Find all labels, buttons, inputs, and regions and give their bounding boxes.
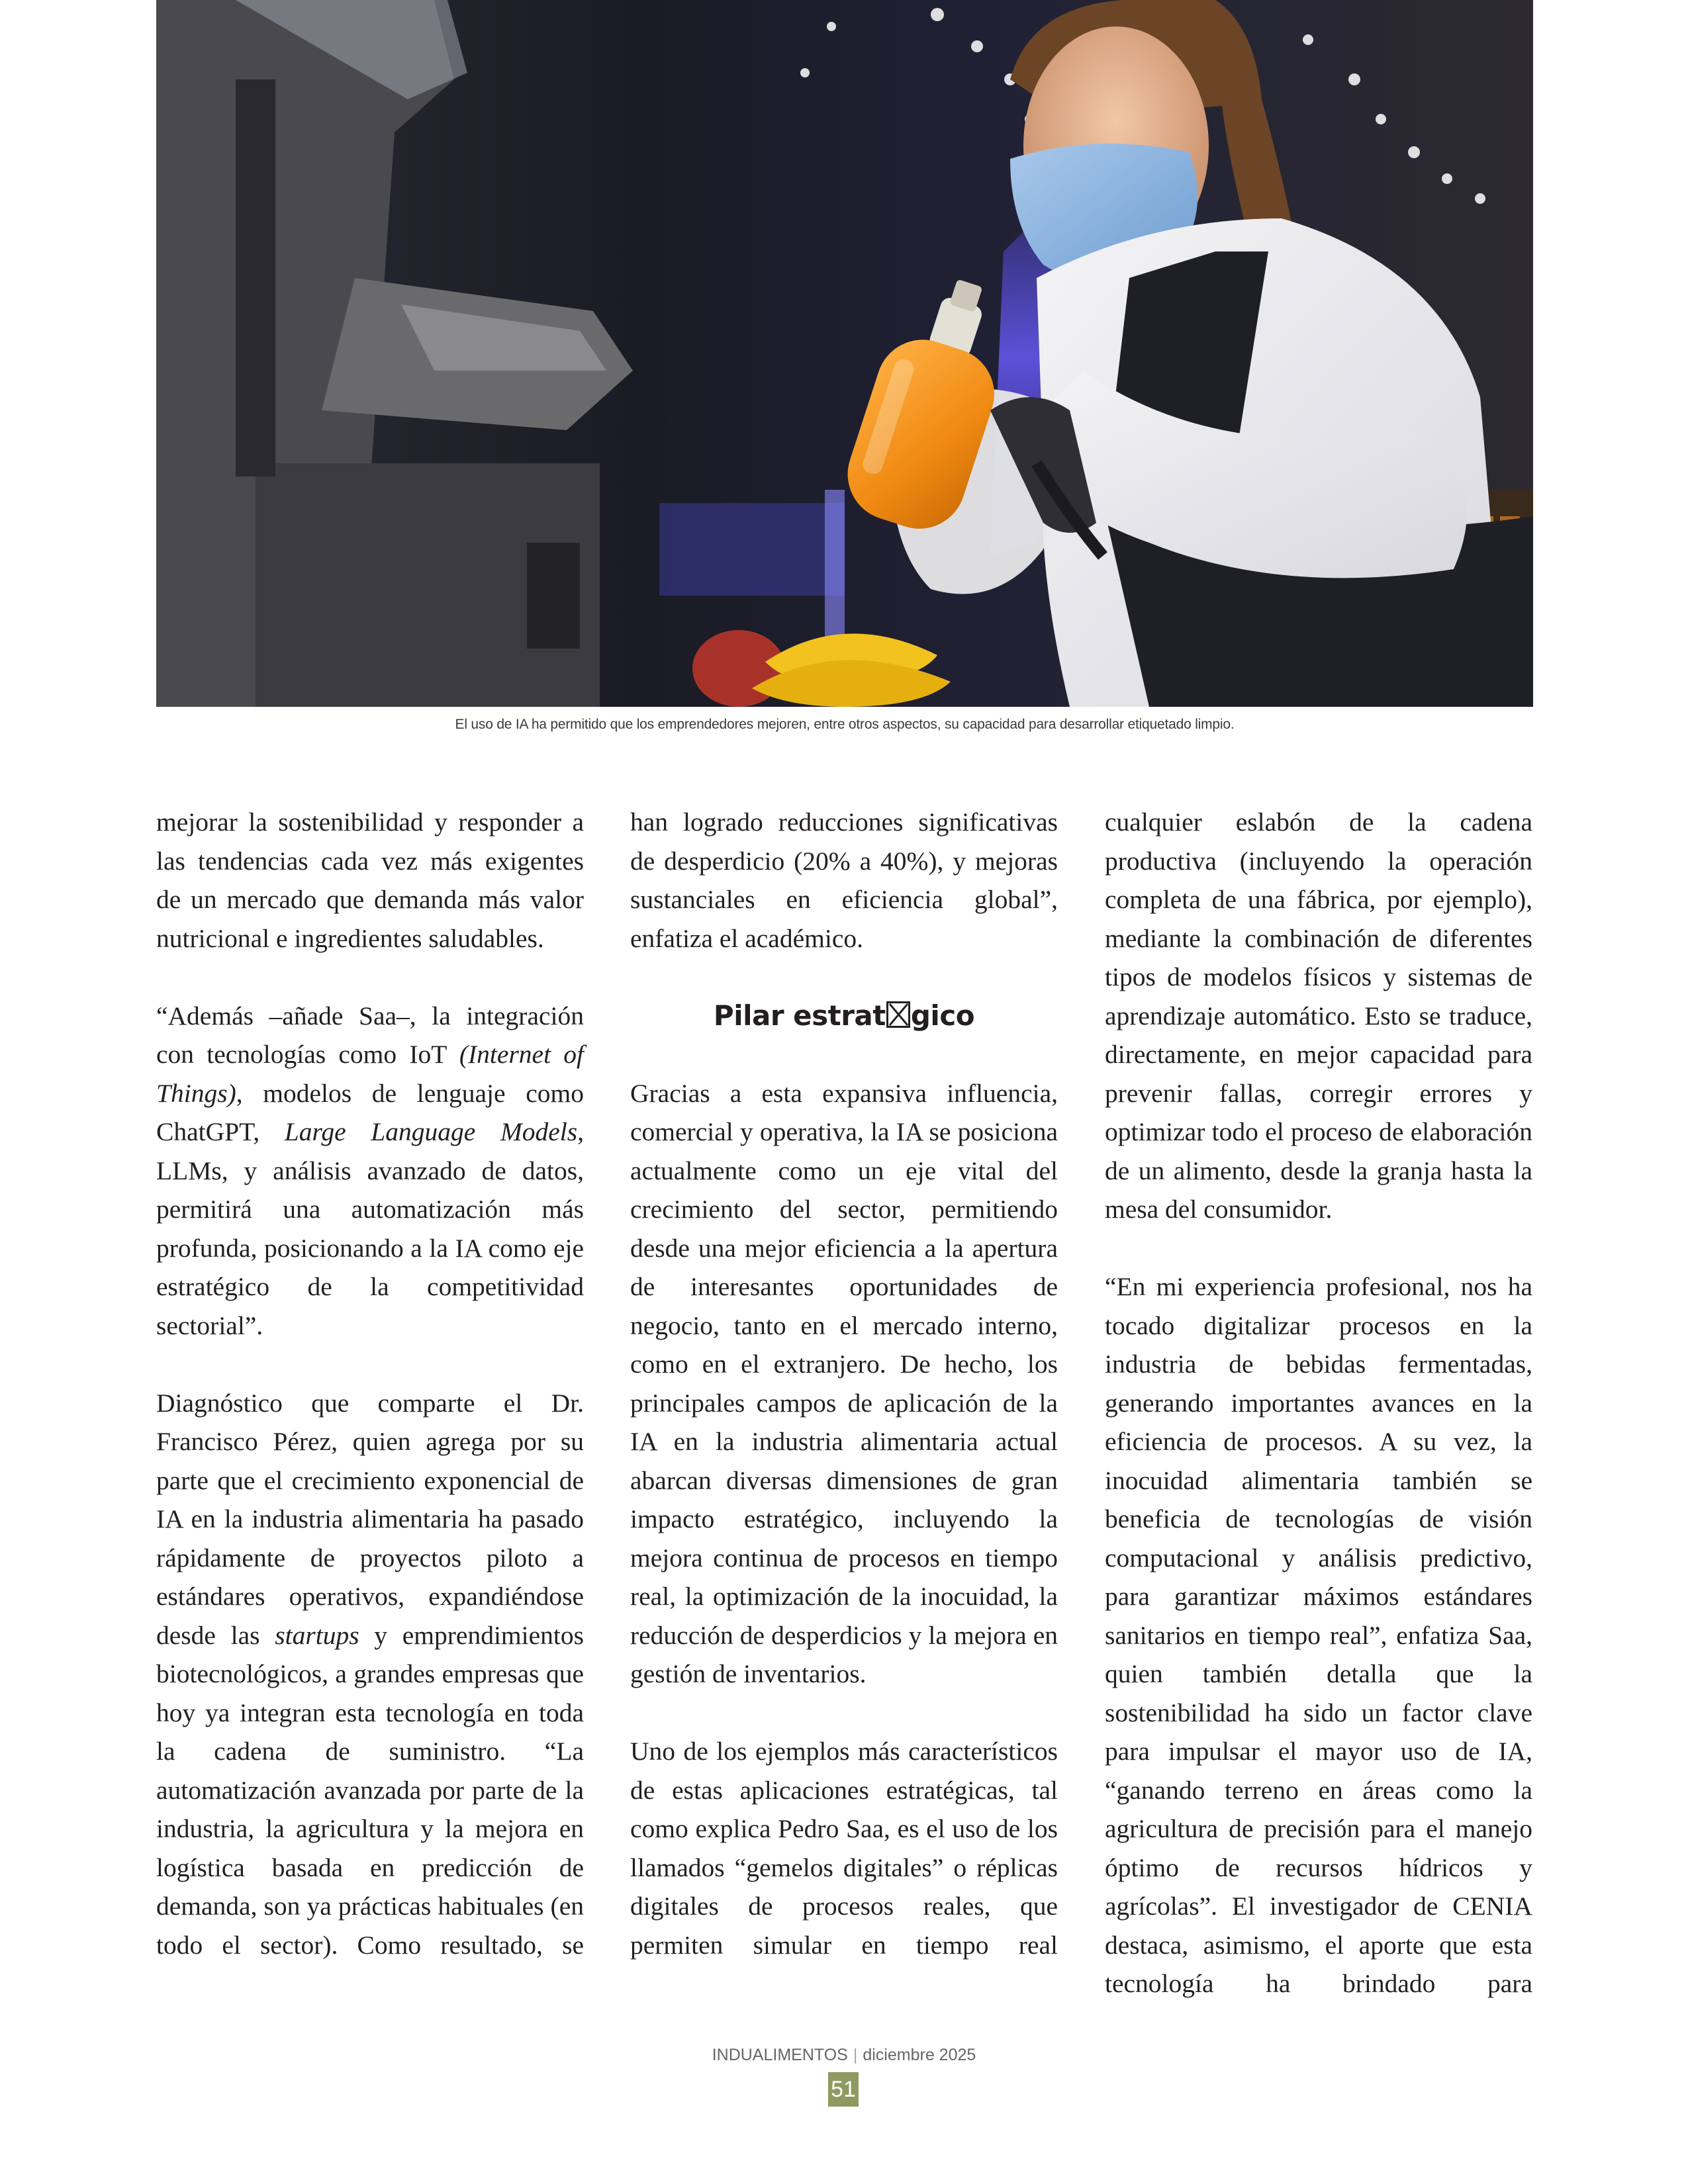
issue-date: diciembre 2025 [863, 2046, 976, 2064]
text-column-2 [630, 803, 1058, 1964]
text-column-3 [1105, 803, 1532, 2003]
paragraph: mejorar la sostenibilidad y responder a las tendencias cada vez más exigentes de un mercado que demanda más valor nutricional e ingredientes saludables. [156, 807, 584, 953]
figure-caption: El uso de IA ha permitido que los emprendedores mejoren, entre otros aspectos, su capacidad para desarrollar etiquetado limpio. [455, 717, 1235, 732]
paragraph: Gracias a esta expansiva influencia, comercial y operativa, la IA se posiciona actualmente como un eje vital del crecimiento del sector, permitiendo desde una mejor eficiencia a la apertura de interesantes oportunidades de negocio, tanto en el mercado interno, como en el extranjero. De hecho, los principales campos de aplicación de la IA en la industria alimentaria actual abarcan diversas dimensiones de gran impacto estratégico, incluyendo la mejora continua de procesos en tiempo real, la optimización de la inocuidad, la reducción de desperdicios y la mejora en gestión de inventarios. [630, 1078, 1058, 1688]
paragraph: Diagnóstico que comparte el Dr. Francisco Pérez, quien agrega por su parte que el crecimiento exponencial de IA en la industria alimentaria ha pasado rápidamente de proyectos piloto a estándares operativos, expandiéndose desde las startups y emprendimientos biotecnológicos, a grandes empresas que hoy ya integran esta tecnología en toda la cadena de suministro. “La automatización avanzada por parte de la industria, la agricultura y la mejora en logística basada en predicción de demanda, son ya prácticas habituales (en todo el sector). Como resultado, se [156, 1388, 584, 1960]
footer-separator: | [853, 2046, 858, 2064]
paragraph: han logrado reducciones significativas de desperdicio (20% a 40%), y mejoras sustanciales en eficiencia global”, enfatiza el académico. [630, 807, 1058, 953]
article-photo [156, 0, 1533, 707]
paragraph: Uno de los ejemplos más característicos de estas aplicaciones estratégicas, tal como explica Pedro Saa, es el uso de los llamados “gemelos digitales” o réplicas digitales de procesos reales, que permiten simular en tiempo real [630, 1737, 1058, 1960]
publication-name: INDUALIMENTOS [712, 2046, 848, 2064]
paragraph: “En mi experiencia profesional, nos ha tocado digitalizar procesos en la industria de bebidas fermentadas, generando importantes avances en la eficiencia de procesos. A su vez, la inocuidad alimentaria también se beneficia de tecnologías de visión computacional y análisis predictivo, para garantizar máximos estándares sanitarios en tiempo real”, enfatiza Saa, quien también detalla que la sostenibilidad ha sido un factor clave para impulsar el mayor uso de IA, “ganando terreno en áreas como la agricultura de precisión para el manejo óptimo de recursos hídricos y agrícolas”. El investigador de CENIA destaca, asimismo, el aporte que esta tecnología ha brindado para [1105, 1272, 1532, 1998]
text-column-1 [156, 803, 584, 1964]
paragraph: cualquier eslabón de la cadena productiva (incluyendo la operación completa de una fábrica, por ejemplo), mediante la combinación de diferentes tipos de modelos físicos y sistemas de aprendizaje automático. Esto se traduce, directamente, en mejor capacidad para prevenir fallas, corregir errores y optimizar todo el proceso de elaboración de un alimento, desde la granja hasta la mesa del consumidor. [1105, 807, 1532, 1224]
page-footer [0, 2046, 1688, 2065]
paragraph: “Además –añade Saa–, la integración con tecnologías como IoT (Internet of Things), modelos de lenguaje como ChatGPT, Large Language Models, LLMs, y análisis avanzado de datos, permitirá una automatización más profunda, posicionando a la IA como eje estratégico de la competitividad sectorial”. [156, 1001, 585, 1340]
section-heading: Pilar estrat gico [713, 999, 975, 1032]
missing-glyph-icon [886, 1001, 910, 1028]
page-number: 51 [828, 2072, 859, 2107]
